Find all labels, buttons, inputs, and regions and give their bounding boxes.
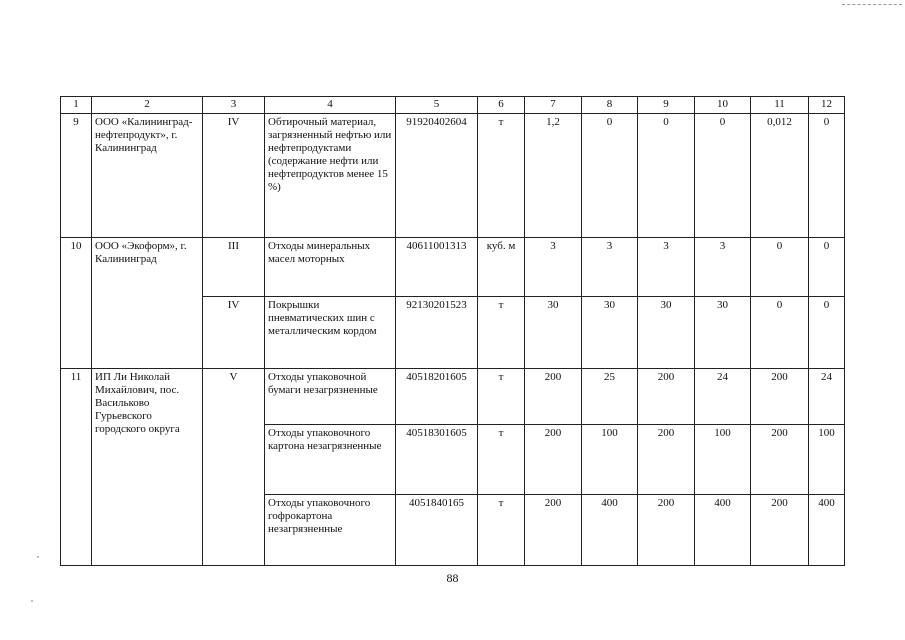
column-number: 12 [809,97,845,114]
value-col10: 3 [695,238,751,297]
value-col7: 3 [525,238,582,297]
waste-name: Обтирочный материал, загрязненный нефтью или нефтепродуктами (содержание нефти или нефтепродуктов менее 15 %) [265,114,396,238]
waste-code: 91920402604 [396,114,478,238]
column-number: 3 [203,97,265,114]
value-col7: 200 [525,369,582,425]
waste-code: 92130201523 [396,297,478,369]
value-col9: 3 [638,238,695,297]
organization: ООО «Калининград-нефтепродукт», г. Калининград [92,114,203,238]
column-number: 11 [751,97,809,114]
value-col8: 100 [582,425,638,495]
value-col7: 30 [525,297,582,369]
scan-artifact-line [842,4,902,5]
value-col9: 30 [638,297,695,369]
value-col12: 0 [809,114,845,238]
value-col10: 0 [695,114,751,238]
column-number: 9 [638,97,695,114]
value-col7: 200 [525,495,582,566]
value-col12: 0 [809,297,845,369]
waste-code: 40611001313 [396,238,478,297]
column-number: 2 [92,97,203,114]
unit: т [478,369,525,425]
value-col7: 200 [525,425,582,495]
value-col8: 25 [582,369,638,425]
value-col11: 200 [751,495,809,566]
value-col8: 0 [582,114,638,238]
value-col11: 0,012 [751,114,809,238]
unit: т [478,114,525,238]
value-col9: 0 [638,114,695,238]
column-number: 4 [265,97,396,114]
column-number: 1 [61,97,92,114]
scan-artifact-dot [31,600,33,602]
waste-table [60,96,845,566]
waste-name: Отходы упаковочной бумаги незагрязненные [265,369,396,425]
organization: ИП Ли Николай Михайлович, пос. Васильково Гурьевского городского округа [92,369,203,566]
hazard-class: IV [203,297,265,369]
value-col11: 0 [751,297,809,369]
column-number: 8 [582,97,638,114]
value-col10: 100 [695,425,751,495]
waste-name: Отходы минеральных масел моторных [265,238,396,297]
value-col11: 0 [751,238,809,297]
column-number: 10 [695,97,751,114]
value-col7: 1,2 [525,114,582,238]
page-number: 88 [446,571,459,585]
value-col12: 400 [809,495,845,566]
value-col10: 24 [695,369,751,425]
value-col11: 200 [751,425,809,495]
value-col8: 3 [582,238,638,297]
organization: ООО «Экоформ», г. Калининград [92,238,203,369]
value-col11: 200 [751,369,809,425]
value-col8: 400 [582,495,638,566]
value-col9: 200 [638,369,695,425]
waste-code: 40518201605 [396,369,478,425]
unit: т [478,297,525,369]
row-number: 11 [61,369,92,566]
waste-name: Отходы упаковочного картона незагрязненные [265,425,396,495]
column-number: 7 [525,97,582,114]
value-col10: 30 [695,297,751,369]
hazard-class: III [203,238,265,297]
table-row [61,114,845,238]
row-number: 9 [61,114,92,238]
waste-code: 40518301605 [396,425,478,495]
waste-code: 4051840165 [396,495,478,566]
value-col12: 0 [809,238,845,297]
scan-artifact-dot [37,556,39,558]
value-col9: 200 [638,495,695,566]
hazard-class: V [203,369,265,566]
hazard-class: IV [203,114,265,238]
table-row [61,238,845,297]
waste-name: Отходы упаковочного гофрокартона незагрязненные [265,495,396,566]
table-row [61,369,845,425]
value-col10: 400 [695,495,751,566]
column-number: 6 [478,97,525,114]
column-number-row [61,97,845,114]
value-col9: 200 [638,425,695,495]
column-number: 5 [396,97,478,114]
unit: т [478,425,525,495]
value-col8: 30 [582,297,638,369]
value-col12: 24 [809,369,845,425]
waste-name: Покрышки пневматических шин с металлическим кордом [265,297,396,369]
row-number: 10 [61,238,92,369]
unit: т [478,495,525,566]
unit: куб. м [478,238,525,297]
value-col12: 100 [809,425,845,495]
